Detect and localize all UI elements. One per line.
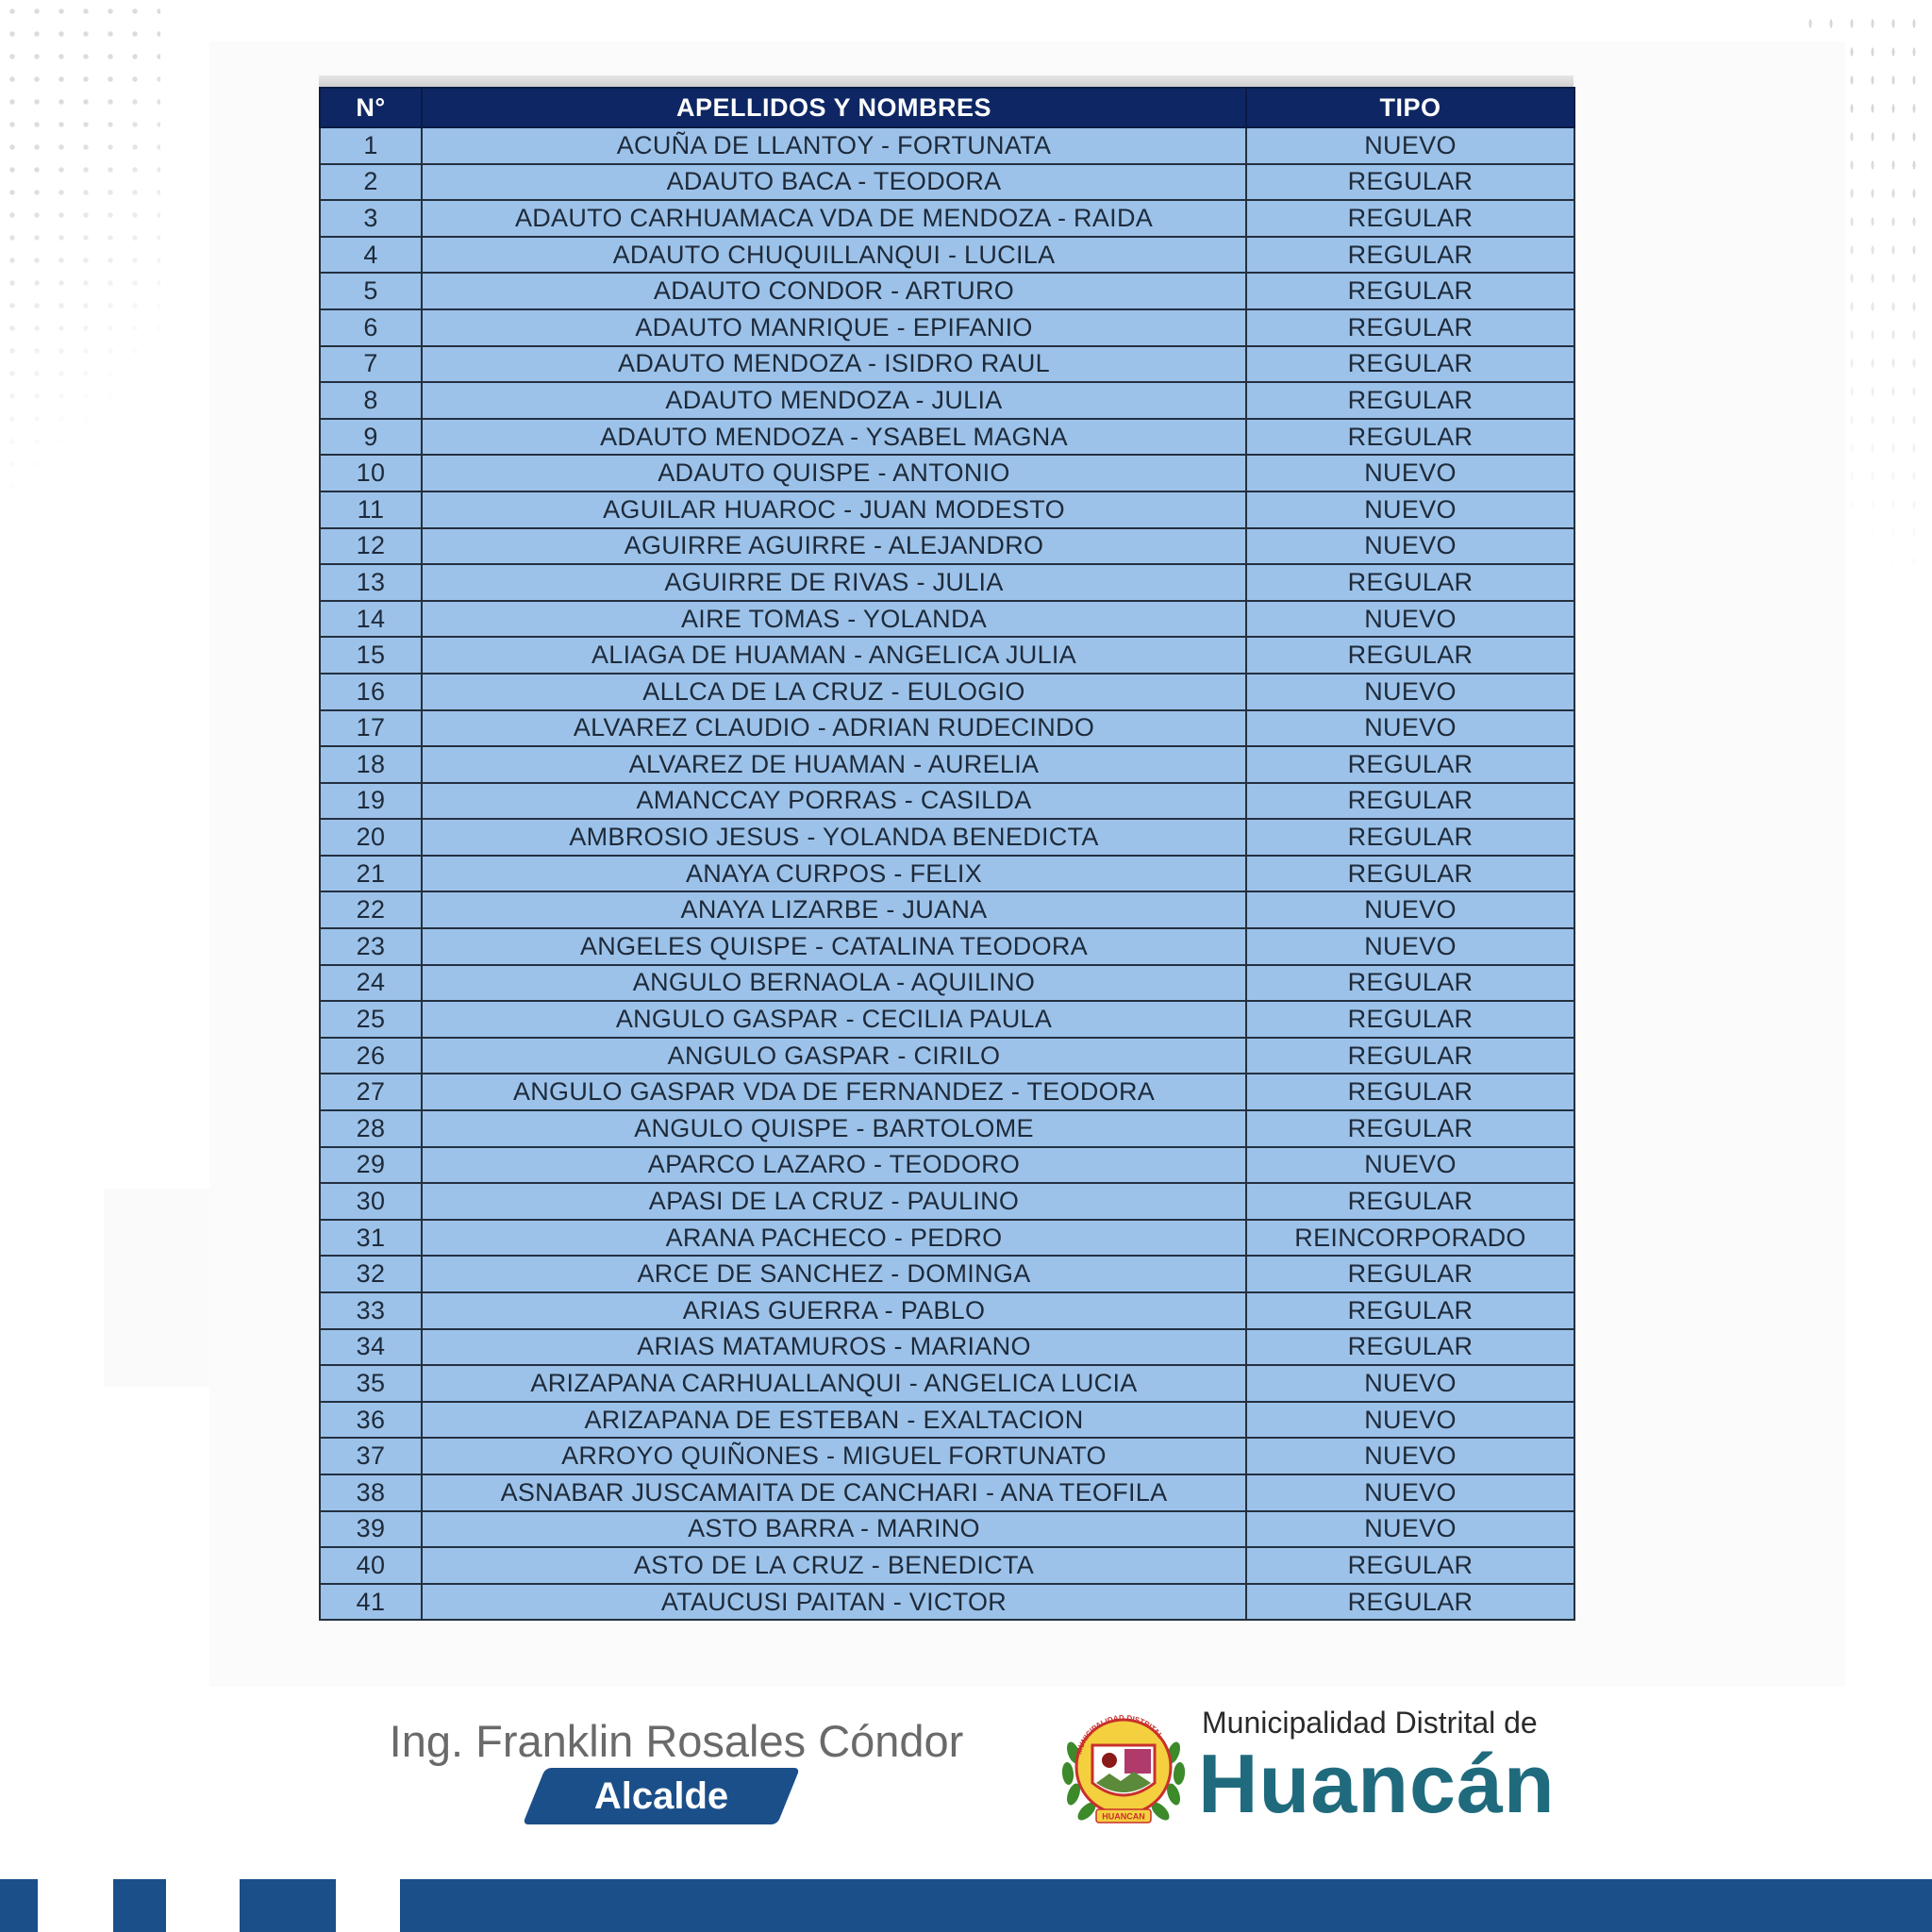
- row-type: REGULAR: [1246, 1547, 1574, 1584]
- row-full-name: APARCO LAZARO - TEODORO: [422, 1147, 1246, 1184]
- row-full-name: ALLCA DE LA CRUZ - EULOGIO: [422, 674, 1246, 710]
- row-type: REGULAR: [1246, 237, 1574, 274]
- footer-stripe-2: [113, 1879, 166, 1932]
- column-header-number: N°: [320, 88, 422, 127]
- row-type: REGULAR: [1246, 1256, 1574, 1292]
- row-full-name: ANGULO GASPAR - CECILIA PAULA: [422, 1001, 1246, 1038]
- row-full-name: APASI DE LA CRUZ - PAULINO: [422, 1183, 1246, 1220]
- table-row: [320, 1256, 1574, 1292]
- table-row: [320, 382, 1574, 419]
- row-number: 40: [320, 1547, 422, 1584]
- table-row: [320, 965, 1574, 1002]
- row-number: 33: [320, 1292, 422, 1329]
- row-full-name: ALVAREZ CLAUDIO - ADRIAN RUDECINDO: [422, 710, 1246, 747]
- decorative-dot-pattern-left: [0, 0, 160, 491]
- row-number: 7: [320, 346, 422, 383]
- table-row: [320, 1074, 1574, 1110]
- row-full-name: AGUILAR HUAROC - JUAN MODESTO: [422, 491, 1246, 528]
- table-row: [320, 1038, 1574, 1074]
- table-row: [320, 601, 1574, 638]
- row-type: NUEVO: [1246, 1474, 1574, 1511]
- row-number: 3: [320, 200, 422, 237]
- roster-table: [319, 87, 1575, 1621]
- table-row: [320, 1474, 1574, 1511]
- table-row: [320, 200, 1574, 237]
- row-full-name: ARIZAPANA DE ESTEBAN - EXALTACION: [422, 1402, 1246, 1439]
- row-type: REGULAR: [1246, 965, 1574, 1002]
- row-type: NUEVO: [1246, 1511, 1574, 1548]
- row-number: 9: [320, 419, 422, 456]
- row-full-name: AMANCCAY PORRAS - CASILDA: [422, 783, 1246, 820]
- row-full-name: ADAUTO MENDOZA - ISIDRO RAUL: [422, 346, 1246, 383]
- table-row: [320, 1438, 1574, 1474]
- row-type: REGULAR: [1246, 200, 1574, 237]
- row-full-name: ASTO DE LA CRUZ - BENEDICTA: [422, 1547, 1246, 1584]
- municipal-seal-logo: [1053, 1696, 1194, 1838]
- row-full-name: ANGULO BERNAOLA - AQUILINO: [422, 965, 1246, 1002]
- row-number: 19: [320, 783, 422, 820]
- row-type: REGULAR: [1246, 382, 1574, 419]
- row-type: NUEVO: [1246, 127, 1574, 164]
- row-type: NUEVO: [1246, 601, 1574, 638]
- row-full-name: ANGULO GASPAR - CIRILO: [422, 1038, 1246, 1074]
- municipality-label: Municipalidad Distrital de: [1202, 1706, 1538, 1740]
- row-type: REGULAR: [1246, 637, 1574, 674]
- row-number: 13: [320, 564, 422, 601]
- row-full-name: ARANA PACHECO - PEDRO: [422, 1220, 1246, 1257]
- table-row: [320, 746, 1574, 783]
- row-full-name: ARIAS GUERRA - PABLO: [422, 1292, 1246, 1329]
- roster-table-body: [320, 127, 1574, 1620]
- row-full-name: ARROYO QUIÑONES - MIGUEL FORTUNATO: [422, 1438, 1246, 1474]
- table-row: [320, 856, 1574, 892]
- row-number: 41: [320, 1584, 422, 1621]
- row-number: 12: [320, 528, 422, 565]
- row-full-name: AGUIRRE AGUIRRE - ALEJANDRO: [422, 528, 1246, 565]
- row-number: 10: [320, 455, 422, 491]
- table-row: [320, 273, 1574, 309]
- row-type: NUEVO: [1246, 1147, 1574, 1184]
- footer-stripe-4: [400, 1879, 1932, 1932]
- row-type: REGULAR: [1246, 1329, 1574, 1366]
- row-type: REGULAR: [1246, 746, 1574, 783]
- row-number: 6: [320, 309, 422, 346]
- table-row: [320, 419, 1574, 456]
- row-type: NUEVO: [1246, 455, 1574, 491]
- row-full-name: ANGULO QUISPE - BARTOLOME: [422, 1110, 1246, 1147]
- row-full-name: ADAUTO CHUQUILLANQUI - LUCILA: [422, 237, 1246, 274]
- row-full-name: AGUIRRE DE RIVAS - JULIA: [422, 564, 1246, 601]
- table-row: [320, 455, 1574, 491]
- table-row: [320, 1584, 1574, 1621]
- row-number: 23: [320, 928, 422, 965]
- table-row: [320, 346, 1574, 383]
- table-row: [320, 164, 1574, 201]
- row-number: 22: [320, 891, 422, 928]
- table-row: [320, 309, 1574, 346]
- row-full-name: AIRE TOMAS - YOLANDA: [422, 601, 1246, 638]
- table-row: [320, 710, 1574, 747]
- row-number: 31: [320, 1220, 422, 1257]
- table-row: [320, 1547, 1574, 1584]
- row-type: REGULAR: [1246, 1183, 1574, 1220]
- row-full-name: ASTO BARRA - MARINO: [422, 1511, 1246, 1548]
- table-row: [320, 674, 1574, 710]
- row-type: REGULAR: [1246, 1292, 1574, 1329]
- table-row: [320, 1110, 1574, 1147]
- municipality-name: Huancán: [1198, 1737, 1556, 1830]
- row-full-name: ALVAREZ DE HUAMAN - AURELIA: [422, 746, 1246, 783]
- row-number: 30: [320, 1183, 422, 1220]
- row-full-name: ANGELES QUISPE - CATALINA TEODORA: [422, 928, 1246, 965]
- row-number: 25: [320, 1001, 422, 1038]
- row-type: REGULAR: [1246, 1038, 1574, 1074]
- row-full-name: AMBROSIO JESUS - YOLANDA BENEDICTA: [422, 819, 1246, 856]
- seal-arc-text: MUNICIPALIDAD DISTRITAL: [1074, 1713, 1165, 1756]
- row-type: NUEVO: [1246, 891, 1574, 928]
- row-type: NUEVO: [1246, 1365, 1574, 1402]
- mayor-title: Alcalde: [593, 1775, 729, 1817]
- table-row: [320, 819, 1574, 856]
- row-type: NUEVO: [1246, 528, 1574, 565]
- row-type: REGULAR: [1246, 856, 1574, 892]
- seal-banner-text: HUANCAN: [1102, 1811, 1145, 1822]
- row-number: 39: [320, 1511, 422, 1548]
- row-full-name: ADAUTO CONDOR - ARTURO: [422, 273, 1246, 309]
- table-row: [320, 237, 1574, 274]
- row-type: REGULAR: [1246, 1001, 1574, 1038]
- row-number: 11: [320, 491, 422, 528]
- row-full-name: ANAYA CURPOS - FELIX: [422, 856, 1246, 892]
- row-full-name: ADAUTO MENDOZA - JULIA: [422, 382, 1246, 419]
- row-full-name: ARIAS MATAMUROS - MARIANO: [422, 1329, 1246, 1366]
- row-number: 35: [320, 1365, 422, 1402]
- panel-edge: [104, 1189, 209, 1387]
- row-type: NUEVO: [1246, 491, 1574, 528]
- row-number: 17: [320, 710, 422, 747]
- table-row: [320, 1001, 1574, 1038]
- row-full-name: ATAUCUSI PAITAN - VICTOR: [422, 1584, 1246, 1621]
- table-row: [320, 1365, 1574, 1402]
- row-number: 14: [320, 601, 422, 638]
- row-full-name: ACUÑA DE LLANTOY - FORTUNATA: [422, 127, 1246, 164]
- mayor-name: Ing. Franklin Rosales Cóndor: [389, 1716, 964, 1766]
- column-header-type: TIPO: [1246, 88, 1574, 127]
- row-number: 20: [320, 819, 422, 856]
- table-row: [320, 1329, 1574, 1366]
- row-type: REGULAR: [1246, 346, 1574, 383]
- table-row: [320, 1292, 1574, 1329]
- row-number: 34: [320, 1329, 422, 1366]
- table-row: [320, 528, 1574, 565]
- table-header-row: [320, 88, 1574, 127]
- row-type: REGULAR: [1246, 309, 1574, 346]
- row-full-name: ADAUTO BACA - TEODORA: [422, 164, 1246, 201]
- row-full-name: ARIZAPANA CARHUALLANQUI - ANGELICA LUCIA: [422, 1365, 1246, 1402]
- row-full-name: ANAYA LIZARBE - JUANA: [422, 891, 1246, 928]
- table-row: [320, 928, 1574, 965]
- column-header-names: APELLIDOS Y NOMBRES: [422, 88, 1246, 127]
- table-row: [320, 491, 1574, 528]
- row-number: 38: [320, 1474, 422, 1511]
- row-number: 15: [320, 637, 422, 674]
- row-number: 2: [320, 164, 422, 201]
- row-full-name: ADAUTO MANRIQUE - EPIFANIO: [422, 309, 1246, 346]
- table-row: [320, 127, 1574, 164]
- row-full-name: ALIAGA DE HUAMAN - ANGELICA JULIA: [422, 637, 1246, 674]
- row-full-name: ADAUTO MENDOZA - YSABEL MAGNA: [422, 419, 1246, 456]
- row-type: NUEVO: [1246, 1402, 1574, 1439]
- table-row: [320, 1511, 1574, 1548]
- row-number: 32: [320, 1256, 422, 1292]
- table-row: [320, 1147, 1574, 1184]
- footer-stripe-3: [240, 1879, 336, 1932]
- row-number: 27: [320, 1074, 422, 1110]
- row-number: 18: [320, 746, 422, 783]
- row-number: 36: [320, 1402, 422, 1439]
- row-type: REGULAR: [1246, 819, 1574, 856]
- row-number: 5: [320, 273, 422, 309]
- row-type: REGULAR: [1246, 419, 1574, 456]
- row-number: 29: [320, 1147, 422, 1184]
- table-row: [320, 564, 1574, 601]
- table-row: [320, 1220, 1574, 1257]
- row-number: 16: [320, 674, 422, 710]
- row-type: REGULAR: [1246, 1584, 1574, 1621]
- row-number: 24: [320, 965, 422, 1002]
- table-row: [320, 891, 1574, 928]
- row-full-name: ADAUTO QUISPE - ANTONIO: [422, 455, 1246, 491]
- row-type: REGULAR: [1246, 783, 1574, 820]
- row-number: 37: [320, 1438, 422, 1474]
- row-type: NUEVO: [1246, 928, 1574, 965]
- row-type: REGULAR: [1246, 273, 1574, 309]
- row-full-name: ARCE DE SANCHEZ - DOMINGA: [422, 1256, 1246, 1292]
- row-type: REGULAR: [1246, 1110, 1574, 1147]
- table-row: [320, 637, 1574, 674]
- row-type: NUEVO: [1246, 1438, 1574, 1474]
- footer-stripe-1: [0, 1879, 38, 1932]
- row-number: 1: [320, 127, 422, 164]
- row-type: NUEVO: [1246, 674, 1574, 710]
- table-row: [320, 783, 1574, 820]
- table-row: [320, 1183, 1574, 1220]
- row-number: 8: [320, 382, 422, 419]
- row-full-name: ASNABAR JUSCAMAITA DE CANCHARI - ANA TEOFILA: [422, 1474, 1246, 1511]
- row-full-name: ADAUTO CARHUAMACA VDA DE MENDOZA - RAIDA: [422, 200, 1246, 237]
- table-row: [320, 1402, 1574, 1439]
- row-type: REINCORPORADO: [1246, 1220, 1574, 1257]
- row-full-name: ANGULO GASPAR VDA DE FERNANDEZ - TEODORA: [422, 1074, 1246, 1110]
- row-number: 21: [320, 856, 422, 892]
- row-number: 4: [320, 237, 422, 274]
- row-type: REGULAR: [1246, 1074, 1574, 1110]
- row-number: 28: [320, 1110, 422, 1147]
- row-type: REGULAR: [1246, 164, 1574, 201]
- row-type: REGULAR: [1246, 564, 1574, 601]
- row-number: 26: [320, 1038, 422, 1074]
- row-type: NUEVO: [1246, 710, 1574, 747]
